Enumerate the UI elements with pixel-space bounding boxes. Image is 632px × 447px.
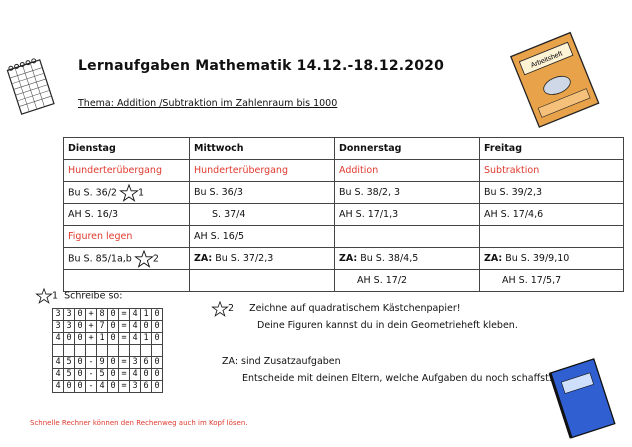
table-cell [480, 248, 624, 270]
grid-cell: 0 [108, 309, 119, 321]
grid-cell: 5 [97, 369, 108, 381]
za-info [222, 353, 552, 387]
grid-cell: 3 [130, 381, 141, 393]
table-cell [335, 182, 480, 204]
grid-cell: 1 [97, 333, 108, 345]
task2-text [212, 300, 518, 334]
cell-text: Hunderterübergang [194, 165, 288, 176]
grid-cell [86, 345, 97, 357]
page-title: Lernaufgaben Mathematik 14.12.-18.12.2020 [78, 58, 445, 74]
grid-row [53, 321, 163, 333]
grid-cell: 4 [53, 333, 64, 345]
grid-cell: 0 [141, 321, 152, 333]
grid-cell: 4 [53, 357, 64, 369]
table-cell [335, 270, 480, 292]
grid-cell [152, 345, 163, 357]
grid-cell: 5 [64, 369, 75, 381]
grid-cell: = [119, 369, 130, 381]
header-cell: Dienstag [64, 138, 190, 160]
grid-cell: 5 [64, 357, 75, 369]
cell-text: Bu S. 38/2, 3 [339, 187, 401, 198]
notepad-illustration [6, 58, 56, 118]
grid-cell: - [86, 357, 97, 369]
grid-cell: 3 [64, 321, 75, 333]
grid-cell: 7 [97, 321, 108, 333]
grid-cell: = [119, 309, 130, 321]
za-line2: Entscheide mit deinen Eltern, welche Aufgaben du noch schaffst. [242, 373, 552, 384]
za-prefix: ZA: [194, 253, 213, 264]
table-cell [64, 204, 190, 226]
header-cell: Donnerstag [335, 138, 480, 160]
table-cell [64, 226, 190, 248]
grid-cell: 6 [141, 357, 152, 369]
grid-cell: 0 [152, 381, 163, 393]
cell-text: Subtraktion [484, 165, 540, 176]
table-row [64, 160, 624, 182]
grid-row [53, 381, 163, 393]
table-cell [480, 160, 624, 182]
table-cell [335, 248, 480, 270]
table-cell [480, 204, 624, 226]
table-cell [190, 270, 335, 292]
task2-line1: Zeichne auf quadratischem Kästchenpapier! [249, 303, 461, 314]
table-row [64, 204, 624, 226]
task1-note: Schnelle Rechner können den Rechenweg auch im Kopf lösen. [30, 419, 248, 427]
grid-cell: 0 [108, 333, 119, 345]
za-prefix: ZA: [484, 253, 503, 264]
workbook-illustration [508, 28, 600, 128]
grid-cell: 0 [75, 309, 86, 321]
cell-text: Addition [339, 165, 379, 176]
grid-cell [64, 345, 75, 357]
topic-line: Thema: Addition /Subtraktion im Zahlenraum bis 1000 [78, 98, 338, 109]
star-icon [135, 250, 153, 268]
grid-cell: 4 [97, 381, 108, 393]
grid-cell: 0 [152, 369, 163, 381]
cell-text: Bu S. 85/1a,b [68, 253, 132, 264]
grid-cell: 0 [108, 369, 119, 381]
table-cell [64, 182, 190, 204]
header-cell: Mittwoch [190, 138, 335, 160]
grid-row [53, 333, 163, 345]
grid-cell: 0 [141, 369, 152, 381]
grid-cell: 4 [53, 369, 64, 381]
grid-cell: 0 [75, 357, 86, 369]
table-cell [190, 226, 335, 248]
grid-cell: 9 [97, 357, 108, 369]
table-row [64, 248, 624, 270]
grid-cell: 1 [141, 333, 152, 345]
grid-cell: 4 [130, 333, 141, 345]
za-prefix: ZA: [339, 253, 358, 264]
grid-row [53, 309, 163, 321]
grid-cell: 3 [64, 309, 75, 321]
star-icon [36, 288, 52, 304]
table-cell [190, 248, 335, 270]
grid-cell: - [86, 381, 97, 393]
grid-cell: 0 [75, 381, 86, 393]
grid-cell: + [86, 321, 97, 333]
table-cell [190, 204, 335, 226]
grid-cell: + [86, 309, 97, 321]
task2-number: 2 [228, 303, 235, 314]
grid-cell [53, 345, 64, 357]
cell-text: AH S. 16/5 [194, 231, 245, 242]
cell-text: Hunderterübergang [68, 165, 162, 176]
grid-cell: + [86, 333, 97, 345]
grid-cell [119, 345, 130, 357]
grid-cell: 0 [64, 333, 75, 345]
grid-cell: 6 [141, 381, 152, 393]
grid-cell: 0 [152, 333, 163, 345]
grid-cell: 3 [130, 357, 141, 369]
cell-text: Bu S. 38/4,5 [360, 253, 419, 264]
calculation-grid [52, 308, 163, 393]
grid-cell: 0 [108, 321, 119, 333]
grid-row [53, 357, 163, 369]
grid-cell: 1 [141, 309, 152, 321]
cell-text: Bu S. 37/2,3 [215, 253, 274, 264]
task1-heading [36, 288, 122, 304]
grid-cell [97, 345, 108, 357]
star-number: 2 [152, 253, 159, 264]
table-cell [335, 226, 480, 248]
table-cell [335, 160, 480, 182]
cell-text: AH S. 17/5,7 [502, 275, 562, 286]
table-row [64, 226, 624, 248]
cell-text: AH S. 16/3 [68, 209, 119, 220]
table-cell [64, 248, 190, 270]
cell-text: Bu S. 39/9,10 [505, 253, 570, 264]
grid-cell: 3 [53, 321, 64, 333]
star-number: 1 [138, 187, 145, 198]
table-cell [190, 182, 335, 204]
grid-cell: = [119, 321, 130, 333]
grid-cell: 0 [75, 321, 86, 333]
grid-cell: 4 [130, 309, 141, 321]
table-cell [335, 204, 480, 226]
table-cell [480, 182, 624, 204]
cell-text: Bu S. 36/3 [194, 187, 243, 198]
grid-cell: = [119, 381, 130, 393]
task1-number: 1 [52, 290, 59, 302]
table-cell [480, 226, 624, 248]
grid-cell: 0 [108, 357, 119, 369]
header-cell: Freitag [480, 138, 624, 160]
table-row [64, 270, 624, 292]
table-row [64, 182, 624, 204]
cell-text: S. 37/4 [212, 209, 246, 220]
cell-text: Bu S. 36/2 [68, 187, 117, 198]
grid-cell [108, 345, 119, 357]
grid-cell [141, 345, 152, 357]
grid-cell: 0 [75, 333, 86, 345]
blue-notebook-illustration [548, 356, 620, 444]
cell-text: AH S. 17/2 [357, 275, 408, 286]
grid-cell [130, 345, 141, 357]
grid-cell: = [119, 357, 130, 369]
grid-cell [75, 345, 86, 357]
grid-cell: 0 [152, 309, 163, 321]
grid-cell: 4 [53, 381, 64, 393]
za-line1: ZA: sind Zusatzaufgaben [222, 356, 341, 367]
task2-line2: Deine Figuren kannst du in dein Geometrieheft kleben. [257, 320, 518, 331]
grid-cell: 8 [97, 309, 108, 321]
cell-text: Figuren legen [68, 231, 133, 242]
workbook-label: Arbeitsheft [529, 50, 564, 70]
grid-cell: 0 [152, 357, 163, 369]
cell-text: Bu S. 39/2,3 [484, 187, 543, 198]
table-cell [480, 270, 624, 292]
header-row [64, 138, 624, 160]
grid-row [53, 345, 163, 357]
star-icon [120, 184, 138, 202]
grid-cell: - [86, 369, 97, 381]
table-cell [64, 160, 190, 182]
cell-text: AH S. 17/1,3 [339, 209, 399, 220]
star-icon [212, 301, 228, 317]
grid-cell: 0 [75, 369, 86, 381]
task1-label: Schreibe so: [64, 290, 123, 302]
grid-cell: 0 [108, 381, 119, 393]
grid-cell: 0 [152, 321, 163, 333]
grid-cell: 0 [64, 381, 75, 393]
table-cell [190, 160, 335, 182]
grid-cell: 4 [130, 321, 141, 333]
cell-text: AH S. 17/4,6 [484, 209, 544, 220]
schedule-table [63, 137, 624, 292]
grid-cell: 4 [130, 369, 141, 381]
grid-cell: 3 [53, 309, 64, 321]
grid-row [53, 369, 163, 381]
grid-cell: = [119, 333, 130, 345]
